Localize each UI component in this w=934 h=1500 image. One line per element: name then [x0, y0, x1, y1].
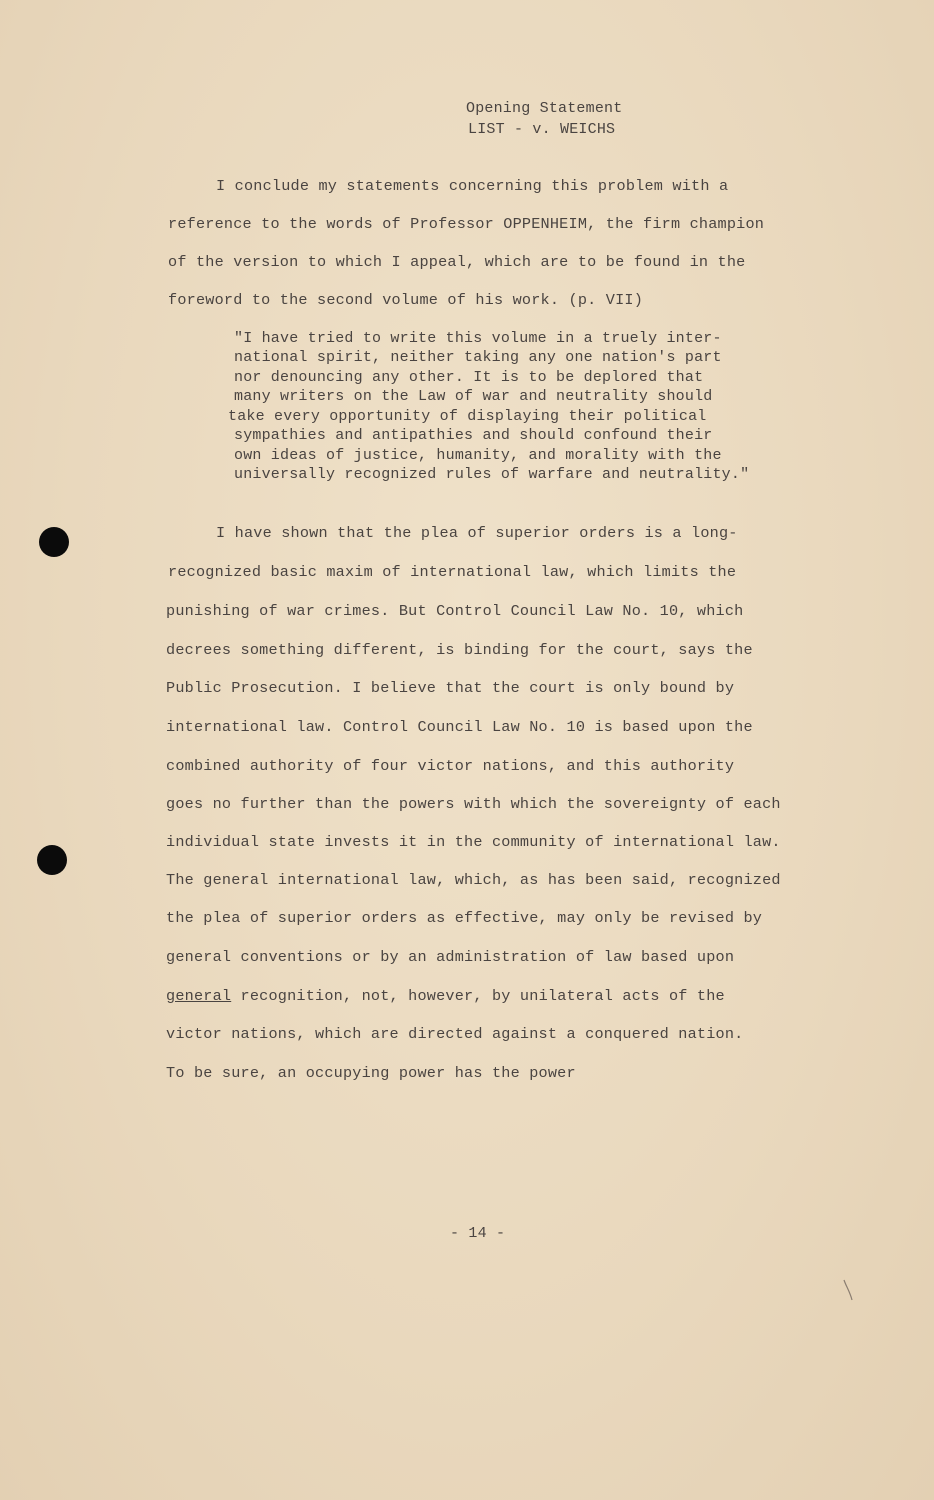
paragraph-line: recognized basic maxim of international law, which limits the	[168, 563, 737, 581]
paragraph-line	[166, 987, 725, 1005]
paragraph-line: combined authority of four victor nations, and this authority	[166, 757, 735, 775]
paragraph-line: The general international law, which, as has been said, recognized	[166, 871, 781, 889]
punch-hole-top	[39, 527, 69, 557]
page-number: - 14 -	[450, 1225, 506, 1242]
pencil-mark	[842, 1278, 856, 1304]
line-text: recognition, not, however, by unilateral acts of the	[231, 987, 725, 1005]
paragraph-line: Public Prosecution. I believe that the court is only bound by	[166, 679, 735, 697]
quote-line: own ideas of justice, humanity, and morality with the	[234, 447, 722, 464]
paragraph-line: of the version to which I appeal, which are to be found in the	[168, 253, 746, 271]
paragraph-line: individual state invests it in the community of international law.	[166, 833, 781, 851]
underlined-word: general	[166, 987, 232, 1005]
paragraph-line: I have shown that the plea of superior orders is a long-	[216, 524, 738, 542]
quote-line: take every opportunity of displaying their political	[228, 408, 707, 425]
quote-line: national spirit, neither taking any one nation's part	[234, 349, 722, 366]
paragraph-line: goes no further than the powers with which the sovereignty of each	[166, 795, 781, 813]
paragraph-line: foreword to the second volume of his work. (p. VII)	[168, 291, 644, 309]
quote-line: nor denouncing any other. It is to be deplored that	[234, 369, 704, 386]
statement-subtitle: LIST - v. WEICHS	[468, 121, 616, 138]
paragraph-line: decrees something different, is binding for the court, says the	[166, 641, 753, 659]
paragraph-line: I conclude my statements concerning this problem with a	[216, 177, 729, 195]
quote-line: many writers on the Law of war and neutrality should	[234, 388, 713, 405]
paragraph-line: reference to the words of Professor OPPENHEIM, the firm champion	[168, 215, 765, 233]
quote-line: sympathies and antipathies and should confound their	[234, 427, 713, 444]
paragraph-line: punishing of war crimes. But Control Council Law No. 10, which	[166, 602, 744, 620]
paragraph-line: the plea of superior orders as effective, may only be revised by	[166, 909, 763, 927]
paragraph-line: victor nations, which are directed against a conquered nation.	[166, 1025, 744, 1043]
statement-title: Opening Statement	[466, 100, 623, 117]
punch-hole-bottom	[37, 845, 67, 875]
paragraph-line: To be sure, an occupying power has the power	[166, 1064, 576, 1082]
quote-line: universally recognized rules of warfare and neutrality."	[234, 466, 750, 483]
paragraph-line: general conventions or by an administration of law based upon	[166, 948, 735, 966]
paragraph-line: international law. Control Council Law No. 10 is based upon the	[166, 718, 753, 736]
quote-line: "I have tried to write this volume in a truely inter-	[234, 330, 722, 347]
